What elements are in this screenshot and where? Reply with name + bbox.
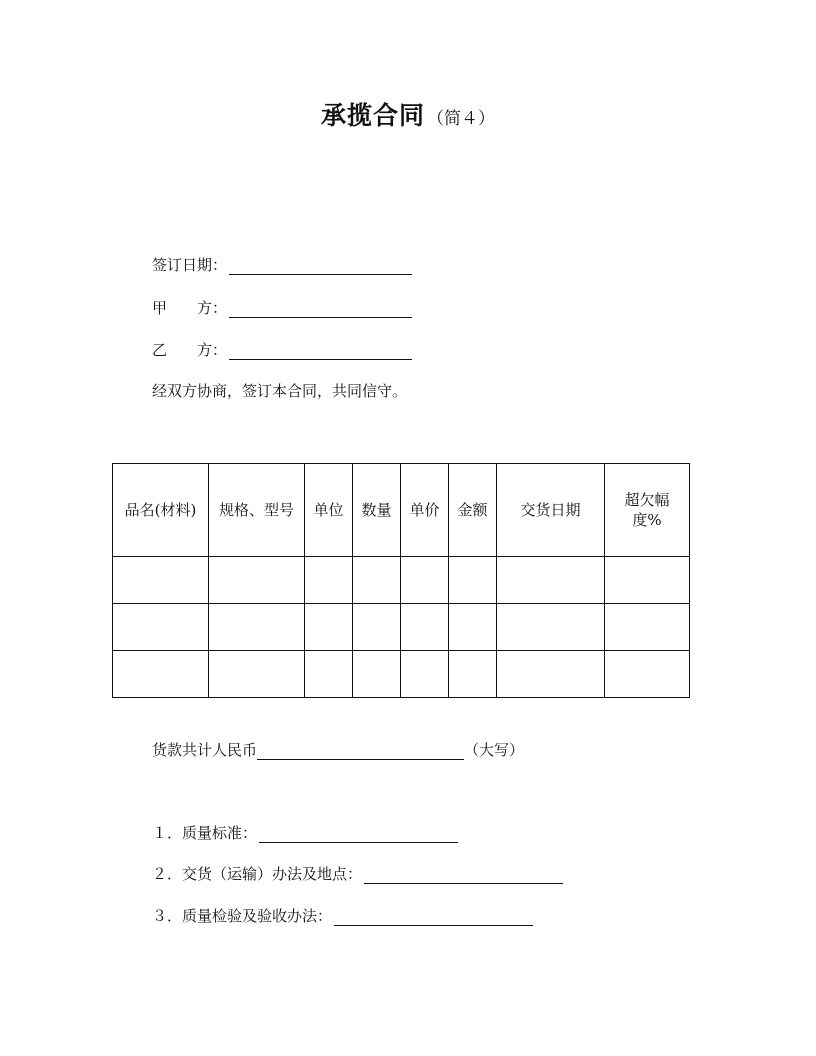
header-product-name: 品名(材料) xyxy=(113,464,209,557)
table-cell[interactable] xyxy=(449,651,497,698)
clause-1-row xyxy=(152,823,458,843)
header-delivery-date: 交货日期 xyxy=(497,464,605,557)
header-amount: 金额 xyxy=(449,464,497,557)
table-cell[interactable] xyxy=(209,604,305,651)
party-a-label: 甲 方： xyxy=(152,299,228,317)
quality-standard-field[interactable] xyxy=(259,826,458,843)
table-cell[interactable] xyxy=(605,557,690,604)
header-unit: 单位 xyxy=(305,464,353,557)
table-cell[interactable] xyxy=(401,557,449,604)
sign-date-label: 签订日期： xyxy=(152,256,228,274)
table-cell[interactable] xyxy=(353,604,401,651)
sign-date-row xyxy=(152,255,412,275)
table-header-row xyxy=(113,464,690,557)
table-cell[interactable] xyxy=(497,651,605,698)
table-cell[interactable] xyxy=(305,557,353,604)
header-quantity: 数量 xyxy=(353,464,401,557)
party-b-label: 乙 方： xyxy=(152,341,228,359)
total-prefix: 货款共计人民币 xyxy=(152,741,258,759)
party-a-row xyxy=(152,298,412,318)
party-b-field[interactable] xyxy=(229,343,412,360)
clause-2-label: ２．交货（运输）办法及地点： xyxy=(152,865,363,883)
table-cell[interactable] xyxy=(305,604,353,651)
sign-date-field[interactable] xyxy=(229,258,412,275)
table-cell[interactable] xyxy=(113,557,209,604)
header-spec-model: 规格、型号 xyxy=(209,464,305,557)
clause-3-label: ３．质量检验及验收办法： xyxy=(152,907,333,925)
table-cell[interactable] xyxy=(449,557,497,604)
table-cell[interactable] xyxy=(353,651,401,698)
table-cell[interactable] xyxy=(401,651,449,698)
table-cell[interactable] xyxy=(497,557,605,604)
table-row xyxy=(113,604,690,651)
table-cell[interactable] xyxy=(449,604,497,651)
title-main: 承揽合同 xyxy=(320,101,425,130)
party-a-field[interactable] xyxy=(229,301,412,318)
table-cell[interactable] xyxy=(209,651,305,698)
title-sub: （简４） xyxy=(427,109,495,129)
total-amount-field[interactable] xyxy=(257,743,464,760)
table-cell[interactable] xyxy=(605,604,690,651)
intro-text: 经双方协商，签订本合同，共同信守。 xyxy=(152,382,408,400)
party-b-row xyxy=(152,340,412,360)
clause-3-row xyxy=(152,906,533,926)
table-cell[interactable] xyxy=(209,557,305,604)
table-cell[interactable] xyxy=(401,604,449,651)
header-tolerance-text: 超欠幅度% xyxy=(624,491,670,529)
clause-1-label: １．质量标准： xyxy=(152,824,258,842)
header-unit-price: 单价 xyxy=(401,464,449,557)
table-cell[interactable] xyxy=(497,604,605,651)
delivery-method-field[interactable] xyxy=(364,867,563,884)
table-row xyxy=(113,557,690,604)
table-cell[interactable] xyxy=(113,651,209,698)
goods-table xyxy=(112,463,690,698)
header-tolerance xyxy=(605,464,690,557)
table-row xyxy=(113,651,690,698)
table-cell[interactable] xyxy=(353,557,401,604)
document-title xyxy=(0,96,816,132)
total-row xyxy=(152,740,524,760)
table-cell[interactable] xyxy=(113,604,209,651)
table-cell[interactable] xyxy=(305,651,353,698)
inspection-method-field[interactable] xyxy=(334,909,533,926)
table-cell[interactable] xyxy=(605,651,690,698)
total-suffix: （大写） xyxy=(464,741,525,759)
clause-2-row xyxy=(152,864,563,884)
